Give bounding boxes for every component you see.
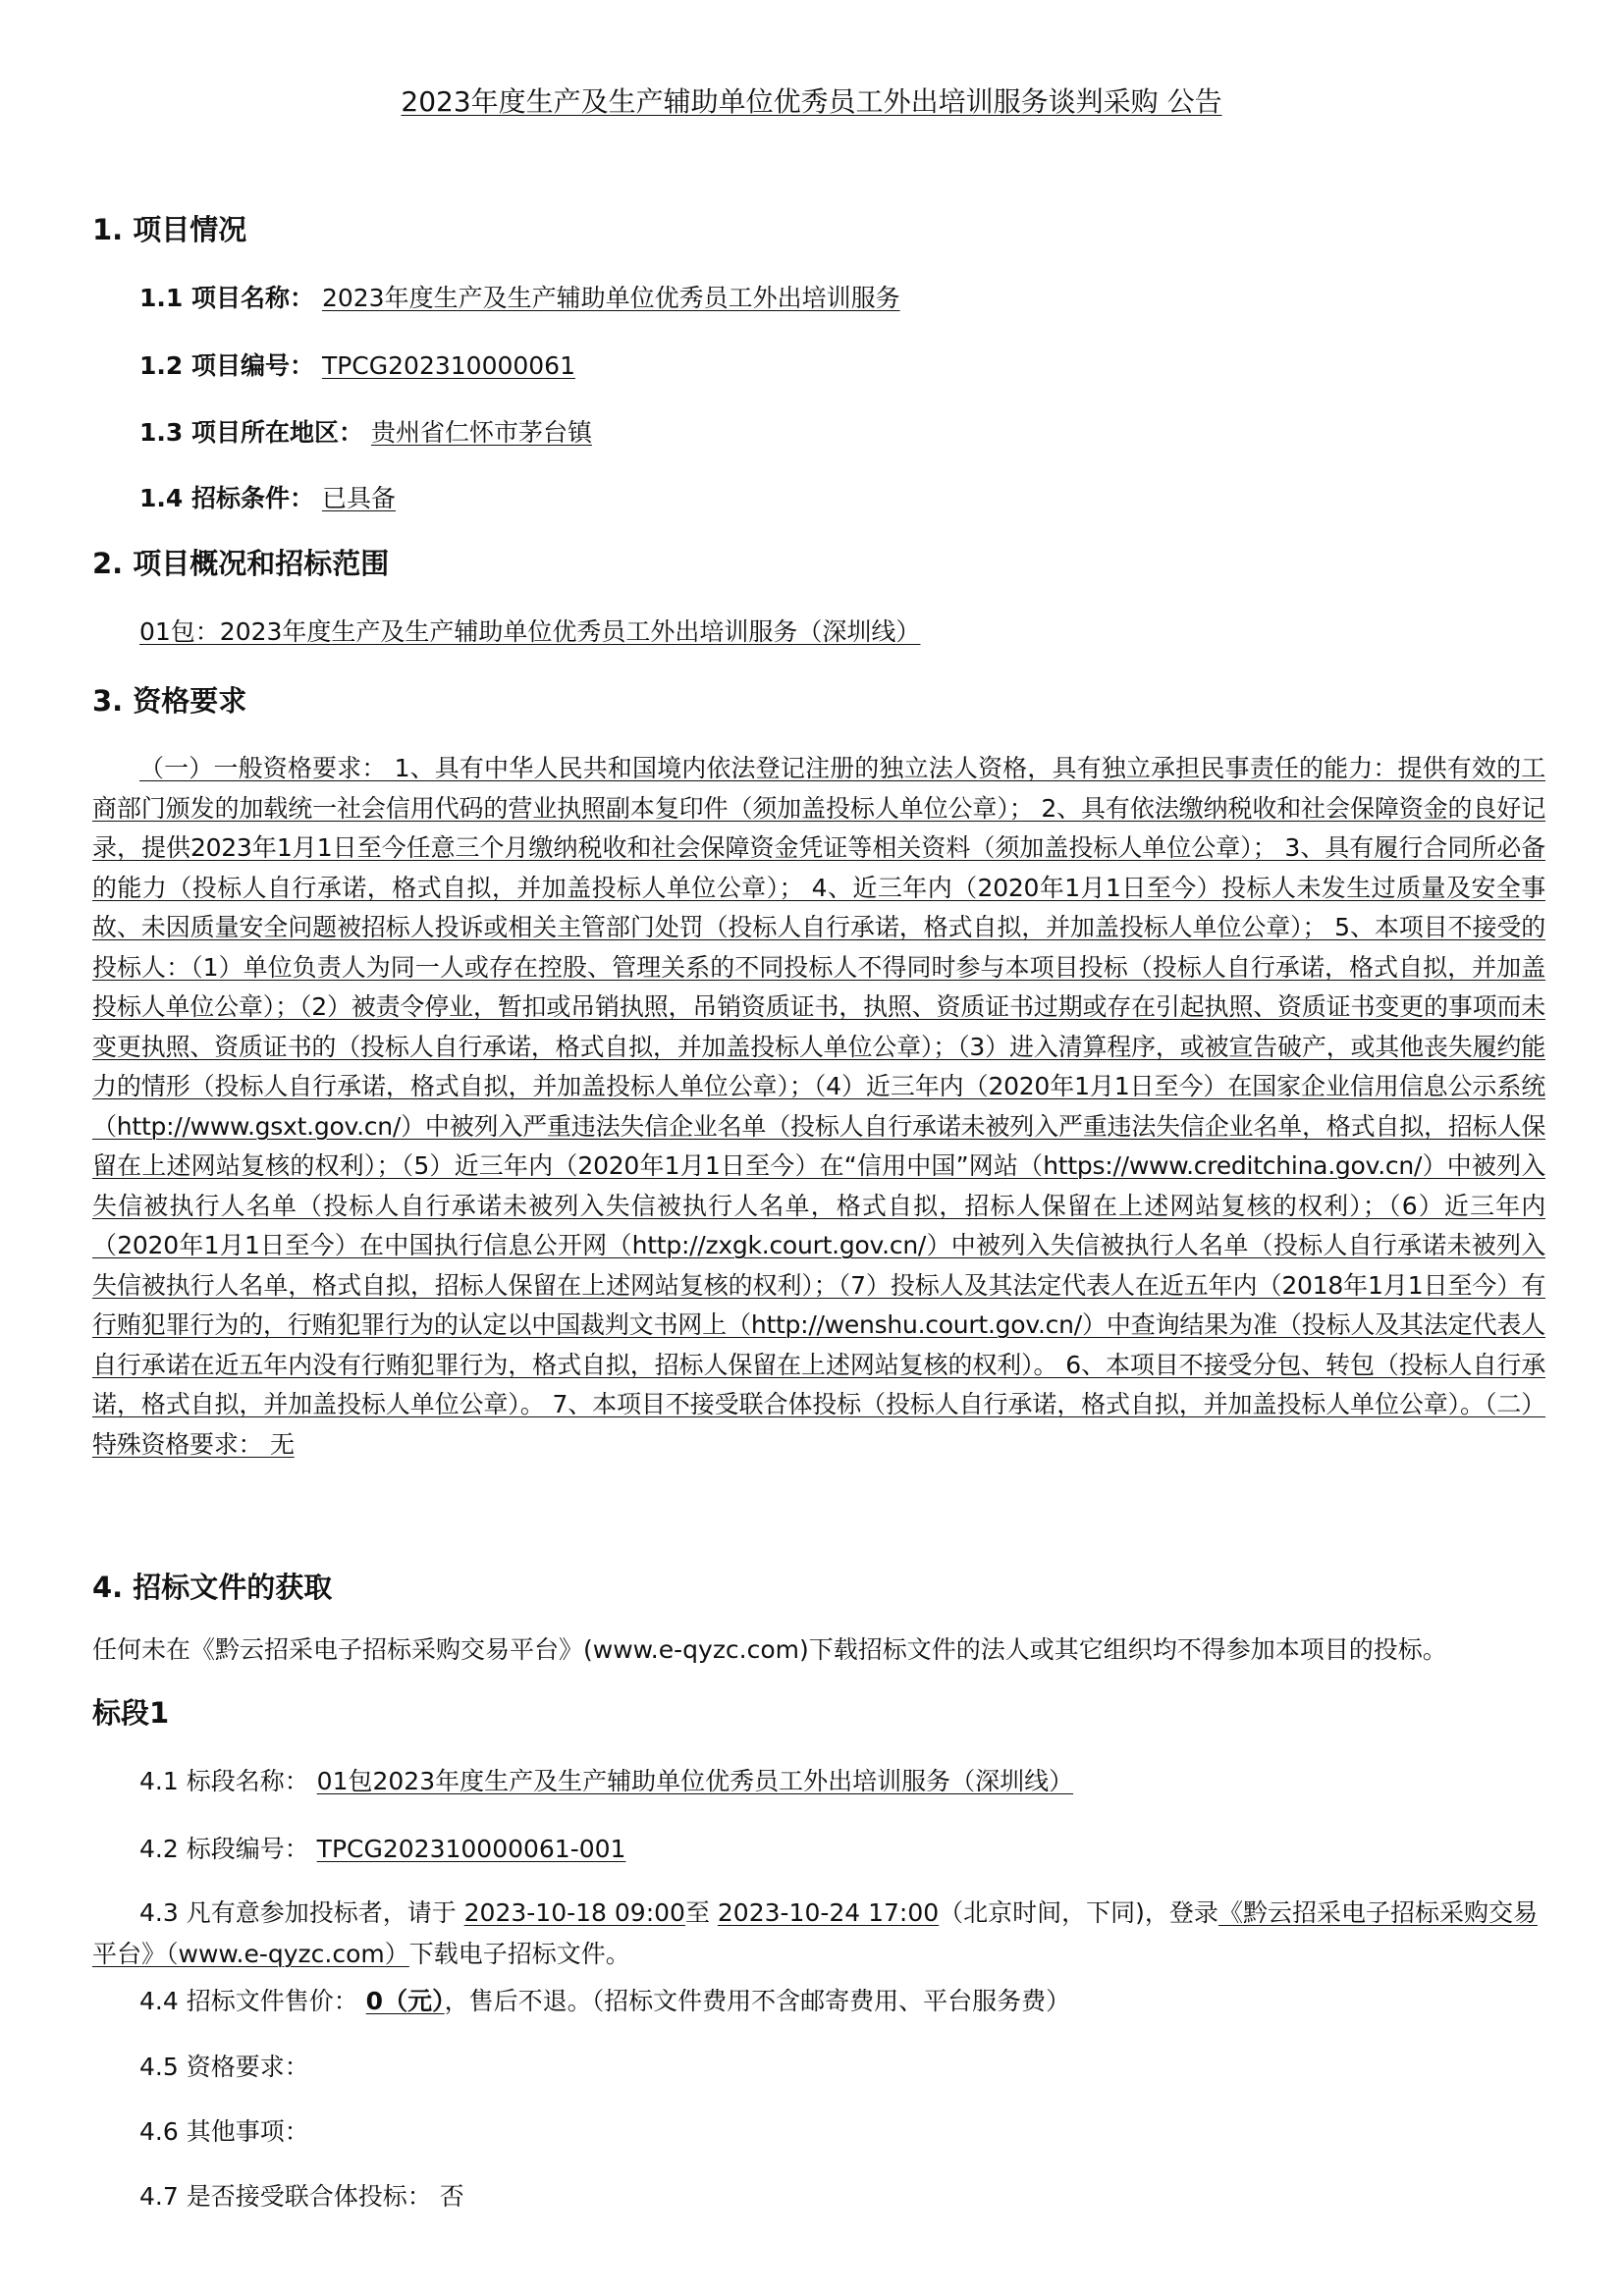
project-name-row [139, 282, 900, 315]
section1-heading: 1. 项目情况 [92, 213, 247, 246]
project-code-row [139, 349, 575, 383]
download-text-c: （北京时间，下同)，登录 [939, 1898, 1218, 1927]
qualification-text: （一）一般资格要求： 1、具有中华人民共和国境内依法登记注册的独立法人资格，具有独立承担民事责任的能力：提供有效的工商部门颁发的加载统一社会信用代码的营业执照副本复印件（须加盖投标人单位公章）； 2、具有依法缴纳税收和社会保障资金的良好记录，提供2023年1月1日至今任意三个月缴纳税收和社会保障资金凭证等相关资料（须加盖投标人单位公章）； 3、具有履行合同所必备的能力（投标人自行承诺，格式自拟，并加盖投标人单位公章）； 4、近三年内（2020年1月1日至今）投标人未发生过质量及安全事故、未因质量安全问题被招标人投诉或相关主管部门处罚（投标人自行承诺，格式自拟，并加盖投标人单位公章）； 5、本项目不接受的投标人：（1）单位负责人为同一人或存在控股、管理关系的不同投标人不得同时参与本项目投标（投标人自行承诺，格式自拟，并加盖投标人单位公章）；（2）被责令停业，暂扣或吊销执照，吊销资质证书，执照、资质证书过期或存在引起执照、资质证书变更的事项而未变更执照、资质证书的（投标人自行承诺，格式自拟，并加盖投标人单位公章）；（3）进入清算程序，或被宣告破产，或其他丧失履约能力的情形（投标人自行承诺，格式自拟，并加盖投标人单位公章）；（4）近三年内（2020年1月1日至今）在国家企业信用信息公示系统（http://www.gsxt.gov.cn/）中被列入严重违法失信企业名单（投标人自行承诺未被列入严重违法失信企业名单，格式自拟，招标人保留在上述网站复核的权利）；（5）近三年内（2020年1月1日至今）在“信用中国”网站（https://www.creditchina.gov.cn/）中被列入失信被执行人名单（投标人自行承诺未被列入失信被执行人名单，格式自拟，招标人保留在上述网站复核的权利）；（6）近三年内（2020年1月1日至今）在中国执行信息公开网（http://zxgk.court.gov.cn/）中被列入失信被执行人名单（投标人自行承诺未被列入失信被执行人名单，格式自拟，招标人保留在上述网站复核的权利）；（7）投标人及其法定代表人在近五年内（2018年1月1日至今）有行贿犯罪行为的，行贿犯罪行为的认定以中国裁判文书网上（http://wenshu.court.gov.cn/）中查询结果为准（投标人及其法定代表人自行承诺在近五年内没有行贿犯罪行为，格式自拟，招标人保留在上述网站复核的权利）。 6、本项目不接受分包、转包（投标人自行承诺，格式自拟，并加盖投标人单位公章）。 7、本项目不接受联合体投标（投标人自行承诺，格式自拟，并加盖投标人单位公章）。（二）特殊资格要求： 无 [92, 754, 1545, 1459]
project-name-label: 1.1 项目名称： [139, 284, 314, 312]
document-title-text: 2023年度生产及生产辅助单位优秀员工外出培训服务谈判采购 公告 [401, 85, 1222, 118]
joint-bid-value: 否 [439, 2182, 464, 2211]
section3-heading: 3. 资格要求 [92, 684, 247, 718]
joint-bid-label: 4.7 是否接受联合体投标： [139, 2182, 432, 2211]
document-title [0, 84, 1623, 120]
project-region-label: 1.3 项目所在地区： [139, 418, 363, 447]
lot-code-row [139, 1833, 625, 1866]
price-value: 0（元） [365, 1987, 445, 2015]
tender-condition-row [139, 482, 396, 515]
end-time: 2023-10-24 17:00 [717, 1898, 940, 1927]
start-time: 2023-10-18 09:00 [463, 1898, 685, 1927]
lot-name-row [139, 1765, 1073, 1798]
other-row [139, 2115, 309, 2149]
price-label: 4.4 招标文件售价： [139, 1987, 358, 2015]
lot-heading: 标段1 [92, 1696, 170, 1730]
project-name-value: 2023年度生产及生产辅助单位优秀员工外出培训服务 [321, 284, 900, 312]
lot-name-value: 01包2023年度生产及生产辅助单位优秀员工外出培训服务（深圳线） [316, 1767, 1074, 1795]
scope-row [139, 615, 920, 649]
section2-heading: 2. 项目概况和招标范围 [92, 547, 390, 580]
qual-row [139, 2051, 309, 2084]
project-region-row [139, 416, 592, 450]
project-region-value: 贵州省仁怀市茅台镇 [370, 418, 592, 447]
download-text-d: 下载电子招标文件。 [408, 1940, 630, 1968]
obtain-intro: 任何未在《黔云招采电子招标采购交易平台》(www.e-qyzc.com)下载招标文件的法人或其它组织均不得参加本项目的投标。 [92, 1635, 1447, 1664]
other-label: 4.6 其他事项： [139, 2117, 309, 2146]
price-note: ，售后不退。（招标文件费用不含邮寄费用、平台服务费） [444, 1987, 1071, 2015]
qual-label: 4.5 资格要求： [139, 2053, 309, 2081]
lot-code-label: 4.2 标段编号： [139, 1835, 309, 1863]
lot-name-label: 4.1 标段名称： [139, 1767, 309, 1795]
download-text-b: 至 [684, 1898, 718, 1927]
project-code-value: TPCG202310000061 [321, 351, 575, 380]
scope-text: 01包：2023年度生产及生产辅助单位优秀员工外出培训服务（深圳线） [139, 617, 921, 646]
project-code-label: 1.2 项目编号： [139, 351, 314, 380]
download-instructions [92, 1893, 1545, 1975]
tender-condition-value: 已具备 [321, 484, 396, 512]
platform-link[interactable]: 《黔云招采电子招标采购交易平台》（www.e-qyzc.com） [92, 1898, 1538, 1968]
price-row [139, 1985, 1070, 2018]
qualification-paragraph [92, 749, 1545, 1465]
joint-bid-row [139, 2180, 464, 2214]
tender-condition-label: 1.4 招标条件： [139, 484, 314, 512]
lot-code-value: TPCG202310000061-001 [316, 1835, 626, 1863]
download-text-a: 4.3 凡有意参加投标者，请于 [139, 1898, 464, 1927]
section4-heading: 4. 招标文件的获取 [92, 1571, 333, 1604]
